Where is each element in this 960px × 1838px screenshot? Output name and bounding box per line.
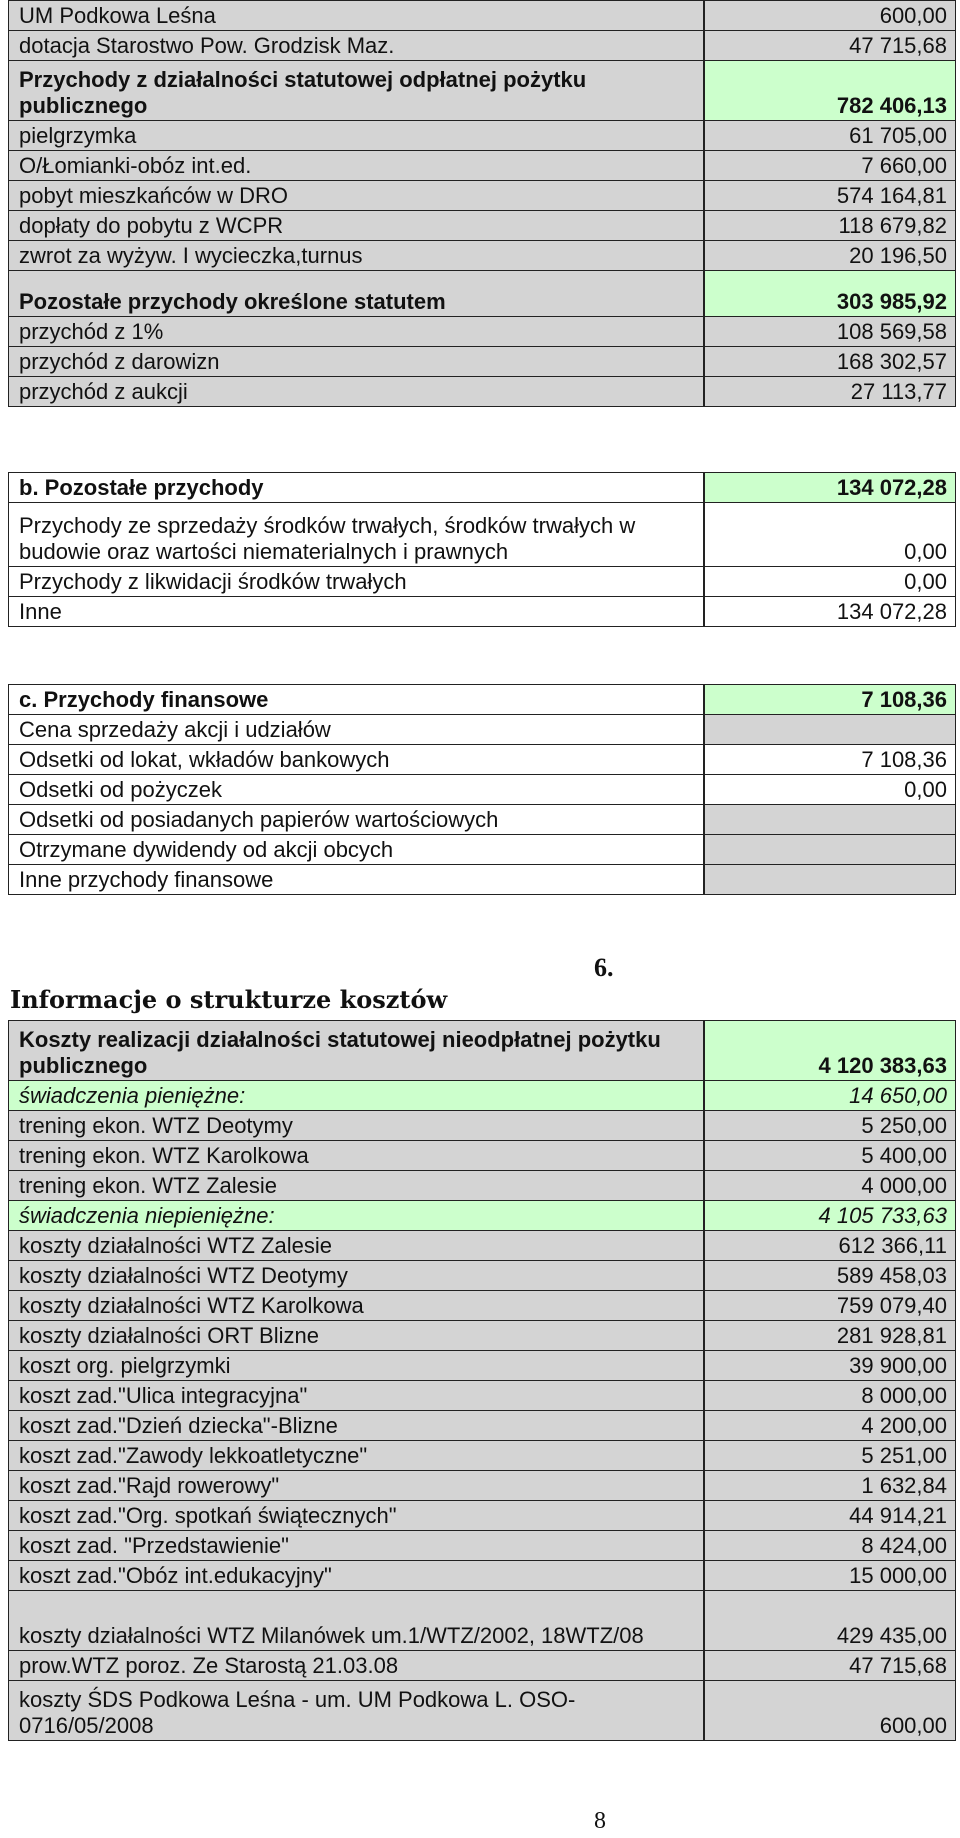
row-value: 612 366,11: [704, 1231, 956, 1261]
row-label: koszt zad."Obóz int.edukacyjny": [9, 1561, 705, 1591]
row-label: koszt zad."Ulica integracyjna": [9, 1381, 705, 1411]
row-label: przychód z darowizn: [9, 347, 705, 377]
row-value: 759 079,40: [704, 1291, 956, 1321]
table-row: [9, 211, 956, 241]
row-label: koszt zad."Org. spotkań świątecznych": [9, 1501, 705, 1531]
row-value: 39 900,00: [704, 1351, 956, 1381]
row-value: [704, 715, 956, 745]
row-label: koszt zad."Rajd rowerowy": [9, 1471, 705, 1501]
row-label: świadczenia niepieniężne:: [9, 1201, 705, 1231]
row-value: 782 406,13: [704, 61, 956, 121]
section-number: 6.: [594, 953, 614, 982]
table-row: [9, 377, 956, 407]
row-label: Otrzymane dywidendy od akcji obcych: [9, 835, 705, 865]
row-label: koszty działalności WTZ Karolkowa: [9, 1291, 705, 1321]
row-value: 0,00: [704, 567, 956, 597]
table-row: [9, 1, 956, 31]
row-label: Inne przychody finansowe: [9, 865, 705, 895]
row-value: 8 424,00: [704, 1531, 956, 1561]
row-label: przychód z aukcji: [9, 377, 705, 407]
row-value: 134 072,28: [704, 597, 956, 627]
row-value: 5 400,00: [704, 1141, 956, 1171]
table-row: [9, 1141, 956, 1171]
row-value: 7 108,36: [704, 745, 956, 775]
table-row: [9, 775, 956, 805]
table-row: [9, 1651, 956, 1681]
table-row: [9, 1471, 956, 1501]
row-value: 1 632,84: [704, 1471, 956, 1501]
row-value: 47 715,68: [704, 31, 956, 61]
row-value: 600,00: [704, 1, 956, 31]
table-row: [9, 715, 956, 745]
row-label: zwrot za wyżyw. I wycieczka,turnus: [9, 241, 705, 271]
row-label: Przychody z działalności statutowej odpłatnej pożytku publicznego: [9, 61, 705, 121]
row-label: trening ekon. WTZ Karolkowa: [9, 1141, 705, 1171]
table-row: [9, 1531, 956, 1561]
table-row: [9, 1441, 956, 1471]
row-label: trening ekon. WTZ Zalesie: [9, 1171, 705, 1201]
row-value: 108 569,58: [704, 317, 956, 347]
row-label: Cena sprzedaży akcji i udziałów: [9, 715, 705, 745]
row-label: koszty działalności WTZ Zalesie: [9, 1231, 705, 1261]
table-row: [9, 61, 956, 121]
row-label: pobyt mieszkańców w DRO: [9, 181, 705, 211]
row-label: Odsetki od posiadanych papierów wartościowych: [9, 805, 705, 835]
row-label: przychód z 1%: [9, 317, 705, 347]
row-value: 168 302,57: [704, 347, 956, 377]
row-value: 574 164,81: [704, 181, 956, 211]
table-row: [9, 1321, 956, 1351]
row-value: 4 000,00: [704, 1171, 956, 1201]
revenue-table-b: [8, 472, 956, 627]
row-value: 600,00: [704, 1681, 956, 1741]
row-value: 303 985,92: [704, 271, 956, 317]
table-row: [9, 347, 956, 377]
row-value: 281 928,81: [704, 1321, 956, 1351]
table-row: [9, 1261, 956, 1291]
row-label: prow.WTZ poroz. Ze Starostą 21.03.08: [9, 1651, 705, 1681]
table-row: [9, 1201, 956, 1231]
row-label: koszt zad. "Przedstawienie": [9, 1531, 705, 1561]
row-label: dopłaty do pobytu z WCPR: [9, 211, 705, 241]
table-row: [9, 121, 956, 151]
table-row: [9, 503, 956, 567]
row-value: [704, 835, 956, 865]
table-row: [9, 1081, 956, 1111]
row-label: c. Przychody finansowe: [9, 685, 705, 715]
table-row: [9, 241, 956, 271]
row-value: 47 715,68: [704, 1651, 956, 1681]
row-label: UM Podkowa Leśna: [9, 1, 705, 31]
row-label: koszty działalności WTZ Milanówek um.1/WTZ/2002, 18WTZ/08: [9, 1591, 705, 1651]
row-label: Przychody z likwidacji środków trwałych: [9, 567, 705, 597]
row-label: Pozostałe przychody określone statutem: [9, 271, 705, 317]
table-row: [9, 745, 956, 775]
row-value: 27 113,77: [704, 377, 956, 407]
row-label: O/Łomianki-obóz int.ed.: [9, 151, 705, 181]
row-value: 4 120 383,63: [704, 1021, 956, 1081]
table-row: [9, 567, 956, 597]
table-row: [9, 865, 956, 895]
section-heading: Informacje o strukturze kosztów: [10, 985, 448, 1014]
table-row: [9, 1171, 956, 1201]
row-label: Przychody ze sprzedaży środków trwałych, środków trwałych w budowie oraz wartości niematerialnych i prawnych: [9, 503, 705, 567]
row-value: 20 196,50: [704, 241, 956, 271]
row-label: koszty ŚDS Podkowa Leśna - um. UM Podkowa L. OSO-0716/05/2008: [9, 1681, 705, 1741]
table-row: [9, 1351, 956, 1381]
row-value: 429 435,00: [704, 1591, 956, 1651]
row-value: [704, 865, 956, 895]
row-value: 7 660,00: [704, 151, 956, 181]
row-value: 8 000,00: [704, 1381, 956, 1411]
table-row: [9, 1591, 956, 1651]
row-label: Odsetki od pożyczek: [9, 775, 705, 805]
row-label: koszt zad."Zawody lekkoatletyczne": [9, 1441, 705, 1471]
row-label: świadczenia pieniężne:: [9, 1081, 705, 1111]
row-value: 4 105 733,63: [704, 1201, 956, 1231]
row-label: Inne: [9, 597, 705, 627]
row-value: 0,00: [704, 503, 956, 567]
row-value: [704, 805, 956, 835]
table-row: [9, 271, 956, 317]
table-row: [9, 1111, 956, 1141]
row-value: 61 705,00: [704, 121, 956, 151]
row-label: trening ekon. WTZ Deotymy: [9, 1111, 705, 1141]
row-value: 14 650,00: [704, 1081, 956, 1111]
revenue-table-a: [8, 0, 956, 407]
table-row: [9, 1021, 956, 1081]
row-label: koszt zad."Dzień dziecka"-Blizne: [9, 1411, 705, 1441]
table-row: [9, 1291, 956, 1321]
table-row: [9, 1681, 956, 1741]
table-row: [9, 1411, 956, 1441]
table-row: [9, 1501, 956, 1531]
row-label: pielgrzymka: [9, 121, 705, 151]
row-label: b. Pozostałe przychody: [9, 473, 705, 503]
row-value: 4 200,00: [704, 1411, 956, 1441]
row-value: 5 250,00: [704, 1111, 956, 1141]
row-value: 0,00: [704, 775, 956, 805]
row-value: 134 072,28: [704, 473, 956, 503]
table-row: [9, 1231, 956, 1261]
table-row: [9, 597, 956, 627]
cost-table: [8, 1020, 956, 1741]
table-row: [9, 473, 956, 503]
table-row: [9, 835, 956, 865]
revenue-table-c: [8, 684, 956, 895]
row-value: 589 458,03: [704, 1261, 956, 1291]
row-value: 118 679,82: [704, 211, 956, 241]
row-label: dotacja Starostwo Pow. Grodzisk Maz.: [9, 31, 705, 61]
row-value: 7 108,36: [704, 685, 956, 715]
table-row: [9, 151, 956, 181]
row-label: koszty działalności WTZ Deotymy: [9, 1261, 705, 1291]
row-value: 5 251,00: [704, 1441, 956, 1471]
table-row: [9, 685, 956, 715]
row-value: 15 000,00: [704, 1561, 956, 1591]
table-row: [9, 31, 956, 61]
row-label: koszty działalności ORT Blizne: [9, 1321, 705, 1351]
table-row: [9, 181, 956, 211]
row-label: Odsetki od lokat, wkładów bankowych: [9, 745, 705, 775]
table-row: [9, 317, 956, 347]
table-row: [9, 1561, 956, 1591]
page-number: 8: [594, 1808, 606, 1834]
row-label: Koszty realizacji działalności statutowej nieodpłatnej pożytku publicznego: [9, 1021, 705, 1081]
table-row: [9, 805, 956, 835]
row-label: koszt org. pielgrzymki: [9, 1351, 705, 1381]
table-row: [9, 1381, 956, 1411]
row-value: 44 914,21: [704, 1501, 956, 1531]
